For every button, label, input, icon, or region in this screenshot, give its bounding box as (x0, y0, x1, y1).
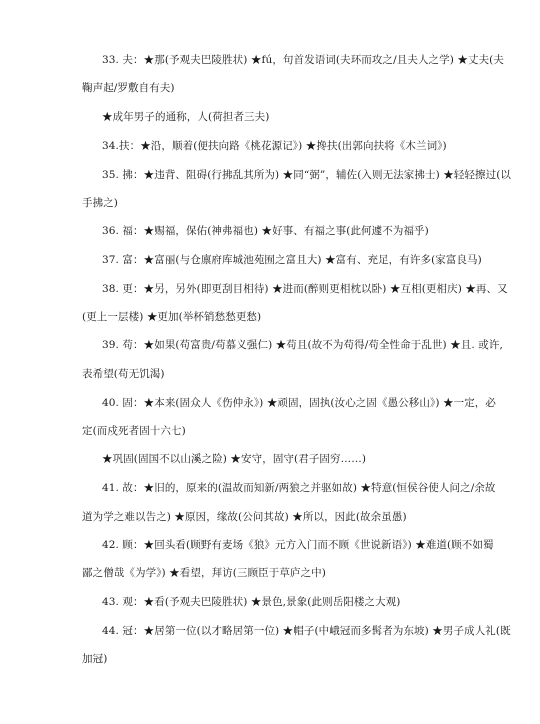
entry-39-line-1: 39. 苟：★如果(苟富贵/苟慕义强仁) ★苟且(故不为苟得/苟全性命于乱世) ★且. 或许, (102, 339, 503, 351)
entry-44-line-1: 44. 冠：★居第一位(以才略居第一位) ★帽子(中峨冠而多髯者为东坡) ★男子成人礼(既 (102, 625, 511, 637)
entry-38-line-2: (更上一层楼) ★更加(举杯销愁愁更愁) (82, 311, 262, 323)
entry-33-line-2: 鞠声起/罗敷自有夫) (82, 82, 175, 94)
entry-35-line-2: 手拂之) (82, 197, 118, 209)
entry-42-line-1: 42. 顾：★回头看(顾野有麦场《狼》元方入门而不顾《世说新语》) ★难道(顾不如蜀 (102, 539, 494, 551)
entry-33-line-1: 33. 夫：★那(予观夫巴陵胜状) ★fú，句首发语词(夫环而攻之/且夫人之学) ★丈夫(夫 (102, 54, 504, 66)
entry-37-line-1: 37. 富：★富丽(与仓廪府库城池苑囿之富且大) ★富有、充足，有许多(家富良马) (102, 254, 482, 266)
entry-35-line-1: 35. 拂：★违背、阻碍(行拂乱其所为) ★同“弼”，辅佐(入则无法家拂士) ★轻轻擦过(以 (102, 169, 512, 181)
entry-38-line-1: 38. 更：★另，另外(即更刮目相待) ★进而(醉则更相枕以卧) ★互相(更相庆) ★再、又 (102, 283, 508, 295)
entry-40-line-1: 40. 固：★本来(固众人《伤仲永》) ★顽固，固执(汝心之固《愚公移山》) ★一定，必 (102, 397, 496, 409)
entry-42-line-2: 鄙之僧哉《为学》) ★看望，拜访(三顾臣于草庐之中) (82, 567, 326, 579)
entry-33-line-3: ★成年男子的通称，人(荷担者三夫) (102, 111, 270, 123)
entry-40-line-3: ★巩固(固国不以山溪之险) ★安守，固守(君子固穷……) (102, 453, 367, 465)
entry-41-line-1: 41. 故：★旧的，原来的(温故而知新/两狼之并驱如故) ★特意(恒侯谷使人问之/余故 (102, 482, 496, 494)
entry-36-line-1: 36. 福：★赐福，保佑(神弗福也) ★好事、有福之事(此何遽不为福乎) (102, 225, 429, 237)
entry-39-line-2: 表希望(苟无饥渴) (82, 368, 165, 380)
entry-43-line-1: 43. 观：★看(予观夫巴陵胜状) ★景色,景象(此则岳阳楼之大观) (102, 596, 401, 608)
entry-44-line-2: 加冠) (82, 653, 108, 665)
entry-40-line-2: 定(而戍死者固十六七) (82, 425, 186, 437)
entry-34-line-1: 34.扶：★沿，顺着(便扶向路《桃花源记》) ★搀扶(出郭向扶将《木兰词》) (102, 140, 447, 152)
entry-41-line-2: 道为学之难以告之) ★原因，缘故(公问其故) ★所以，因此(故余虽愚) (82, 511, 407, 523)
